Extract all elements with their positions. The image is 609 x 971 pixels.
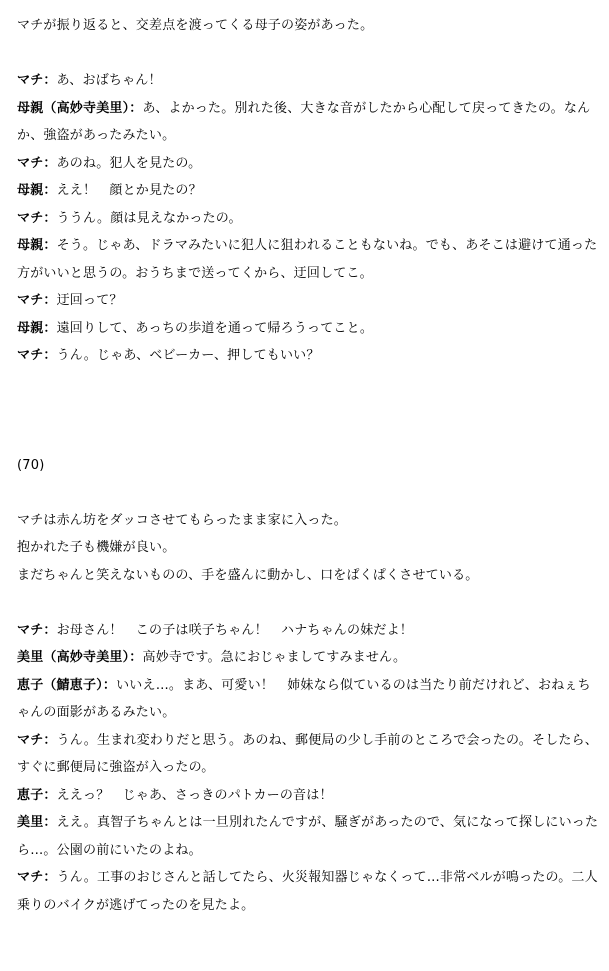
dialogue-text: うん。じゃあ、ベビーカー、押してもいい？ xyxy=(56,348,320,363)
dialogue-text: ええ。真智子ちゃんとは一旦別れたんですが、騒ぎがあったので、気になって探しにいったら…。公園の前にいたのよね。 xyxy=(17,815,599,858)
dialogue-line xyxy=(17,342,603,370)
dialogue-line xyxy=(17,315,603,343)
section-number: (70) xyxy=(17,457,45,473)
speaker-name: マチ： xyxy=(17,73,57,88)
dialogue-line xyxy=(17,287,603,315)
dialogue-line xyxy=(17,95,603,150)
speaker-name: マチ： xyxy=(17,155,57,171)
speaker-name: 恵子： xyxy=(17,787,57,803)
narration-line: マチは赤ん坊をダッコさせてもらったまま家に入った。 xyxy=(17,512,348,528)
dialogue-text: ええ！ 顔とか見たの？ xyxy=(56,183,202,198)
speaker-name: マチ： xyxy=(17,293,57,308)
blank-line xyxy=(17,40,603,68)
dialogue-line xyxy=(17,727,603,782)
dialogue-text: うん。生まれ変わりだと思う。あのね、郵便局の少し手前のところで会ったの。そしたら、すぐに郵便局に強盗が入ったの。 xyxy=(17,732,598,775)
blank-lines xyxy=(17,370,603,452)
document-page xyxy=(17,12,603,919)
dialogue-text: いいえ…。まあ、可愛い！ 姉妹なら似ているのは当たり前だけれど、おねぇちゃんの面影があるみたい。 xyxy=(17,677,591,720)
dialogue-text: ええっ？ じゃあ、さっきのパトカーの音は！ xyxy=(56,787,333,803)
speaker-name: マチ： xyxy=(17,732,57,748)
narration-line: まだちゃんと笑えないものの、手を盛んに動かし、口をぱくぱくさせている。 xyxy=(17,567,479,583)
narration-line: 抱かれた子も機嫌が良い。 xyxy=(17,540,176,555)
dialogue-text: 高妙寺です。急におじゃましてすみません。 xyxy=(142,650,407,665)
speaker-name: 美里（高妙寺美里）： xyxy=(17,650,143,665)
dialogue-text: ううん。顔は見えなかったの。 xyxy=(56,210,242,226)
dialogue-line xyxy=(17,205,603,233)
speaker-name: 母親： xyxy=(17,183,57,198)
dialogue-line xyxy=(17,177,603,205)
speaker-name: マチ： xyxy=(17,870,57,885)
speaker-name: 美里： xyxy=(17,815,57,830)
dialogue-text: お母さん！ この子は咲子ちゃん！ ハナちゃんの妹だよ！ xyxy=(56,622,414,638)
dialogue-line xyxy=(17,644,603,672)
speaker-name: マチ： xyxy=(17,348,57,363)
dialogue-text: あ、よかった。別れた後、大きな音がしたから心配して戻ってきたの。なんか、強盗があったみたい。 xyxy=(17,100,591,143)
dialogue-line xyxy=(17,67,603,95)
dialogue-line xyxy=(17,809,603,864)
dialogue-line xyxy=(17,150,603,178)
dialogue-line xyxy=(17,617,603,645)
blank-line xyxy=(17,589,603,617)
dialogue-text: あのね。犯人を見たの。 xyxy=(56,155,202,171)
dialogue-line xyxy=(17,864,603,919)
speaker-name: マチ： xyxy=(17,210,57,226)
speaker-name: マチ： xyxy=(17,622,57,638)
dialogue-text: うん。工事のおじさんと話してたら、火災報知器じゃなくって…非常ベルが鳴ったの。二人乗りのバイクが逃げてったのを見たよ。 xyxy=(17,870,598,913)
speaker-name: 恵子（鯖恵子）： xyxy=(17,677,117,693)
dialogue-text: そう。じゃあ、ドラマみたいに犯人に狙われることもないね。でも、あそこは避けて通った方がいいと思うの。おうちまで送ってくから、迂回してこ。 xyxy=(17,238,598,281)
dialogue-line xyxy=(17,672,603,727)
narration-line: マチが振り返ると、交差点を渡ってくる母子の姿があった。 xyxy=(17,18,374,33)
dialogue-line xyxy=(17,782,603,810)
dialogue-text: 遠回りして、あっちの歩道を通って帰ろうってこと。 xyxy=(56,320,374,336)
speaker-name: 母親： xyxy=(17,320,57,336)
blank-line xyxy=(17,479,603,507)
speaker-name: 母親： xyxy=(17,238,57,253)
dialogue-line xyxy=(17,232,603,287)
dialogue-text: あ、おばちゃん！ xyxy=(56,73,162,88)
dialogue-text: 迂回って？ xyxy=(56,293,123,308)
speaker-name: 母親（高妙寺美里）： xyxy=(17,100,143,116)
